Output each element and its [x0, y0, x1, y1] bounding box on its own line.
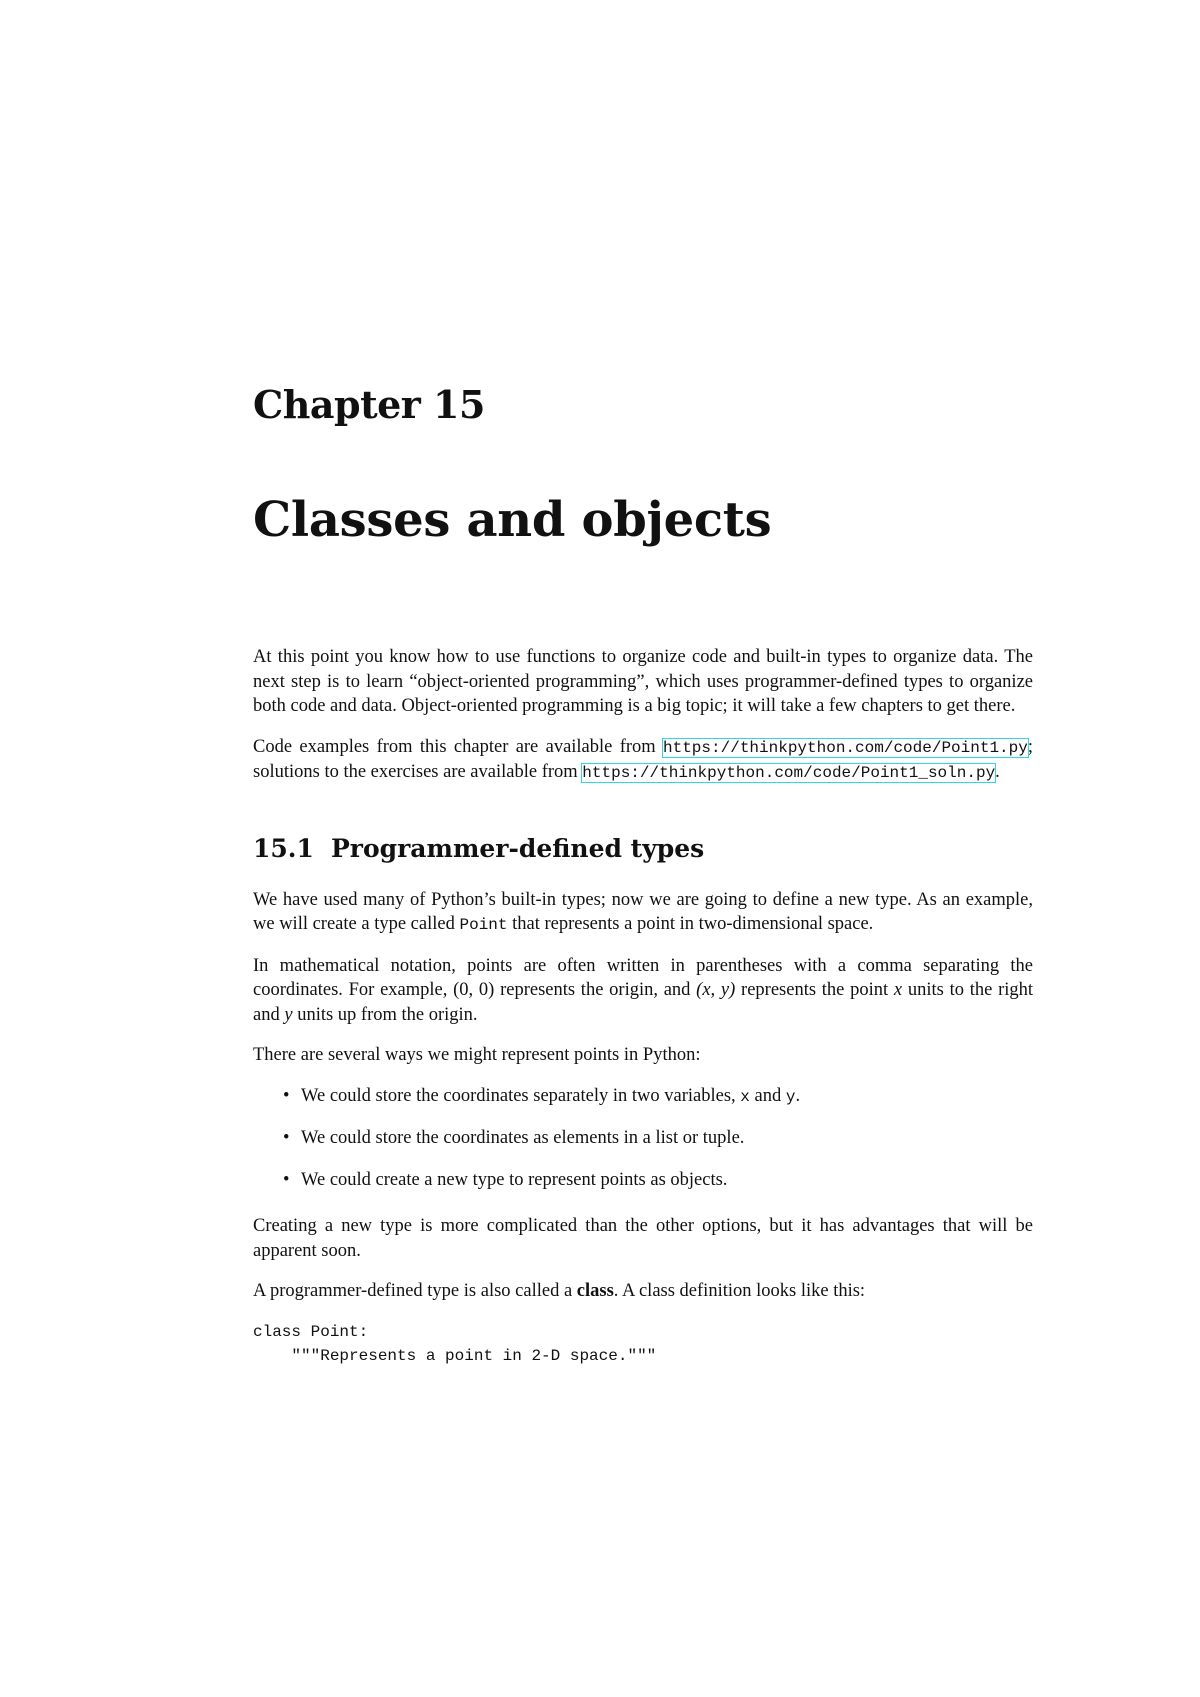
list-item: [253, 1126, 1033, 1151]
chapter-body: [253, 645, 1033, 1368]
section-paragraph-3: There are several ways we might represent points in Python:: [253, 1045, 701, 1065]
math-origin: (0, 0): [453, 980, 495, 1000]
p5-text-a: A programmer-defined type is also called a: [253, 1281, 577, 1301]
section-paragraph-2: [253, 954, 1033, 1028]
solution-link[interactable]: https://thinkpython.com/code/Point1_soln.py: [582, 764, 996, 782]
p5-text-b: . A class definition looks like this:: [613, 1281, 866, 1301]
math-x: x: [893, 980, 903, 1000]
p1-text-b: that represents a point in two-dimensional space.: [507, 914, 874, 934]
code-line-2: """Represents a point in 2-D space.""": [253, 1346, 657, 1365]
p2-text-a: In mathematical notation, points are often written in parentheses with a comma separating the coordinates. For example,: [253, 955, 1033, 1000]
intro-paragraph-2: [253, 735, 1033, 786]
p2-text-b: represents the origin, and: [494, 980, 697, 1000]
code-link[interactable]: https://thinkpython.com/code/Point1.py: [663, 738, 1028, 757]
p2-text-d: units to the right and: [253, 980, 1034, 1025]
chapter-title: Classes and objects: [253, 492, 772, 548]
code-line-1: class Point:: [253, 1322, 369, 1341]
list-item: [253, 1084, 1033, 1110]
code-block: [253, 1320, 1033, 1368]
section-heading: [253, 834, 1033, 864]
intro-text-c: .: [995, 762, 1000, 782]
bullet-icon: •: [283, 1169, 290, 1190]
p2-text-c: represents the point: [735, 980, 894, 1000]
math-xy: (x, y): [696, 980, 736, 1000]
bullet-1-text-a: We could store the coordinates separately in two variables,: [301, 1085, 741, 1106]
bullet-1-text-b: and: [749, 1085, 786, 1106]
bullet-3-text: We could create a new type to represent points as objects.: [301, 1169, 728, 1190]
section-paragraph-1: [253, 888, 1033, 938]
bullet-icon: •: [283, 1085, 290, 1106]
section-title: Programmer-defined types: [331, 833, 705, 863]
intro-paragraph-1: At this point you know how to use functions to organize code and built-in types to organize data. The next step is to learn “object-oriented programming”, which uses programmer-defined types to organize both code and data. Object-oriented programming is a big topic; it will take a few chapters to get there.: [253, 647, 1033, 716]
p2-text-e: units up from the origin.: [292, 1004, 478, 1025]
bullet-1-text-c: .: [795, 1085, 801, 1106]
bullet-list: [253, 1084, 1033, 1193]
section-number: 15.1: [253, 833, 314, 863]
term-class: class: [576, 1281, 614, 1301]
math-y: y: [284, 1004, 293, 1025]
intro-text-a: Code examples from this chapter are available from: [253, 736, 663, 757]
bullet-2-text: We could store the coordinates as elements in a list or tuple.: [301, 1128, 745, 1148]
section-paragraph-4: Creating a new type is more complicated than the other options, but it has advantages that will be apparent soon.: [253, 1216, 1033, 1261]
p1-text-a: We have used many of Python’s built-in types; now we are going to define a new type. As an example, we will create a type called: [253, 889, 1033, 934]
section-paragraph-5: [253, 1279, 1033, 1304]
chapter-label: Chapter 15: [253, 382, 485, 427]
intro-text-b: ; solutions to the exercises are available from: [253, 736, 1033, 782]
inline-code-x: x: [740, 1087, 750, 1106]
list-item: [253, 1168, 1033, 1193]
bullet-icon: •: [283, 1128, 290, 1148]
inline-code-point: Point: [459, 916, 508, 934]
inline-code-y: y: [785, 1087, 796, 1106]
